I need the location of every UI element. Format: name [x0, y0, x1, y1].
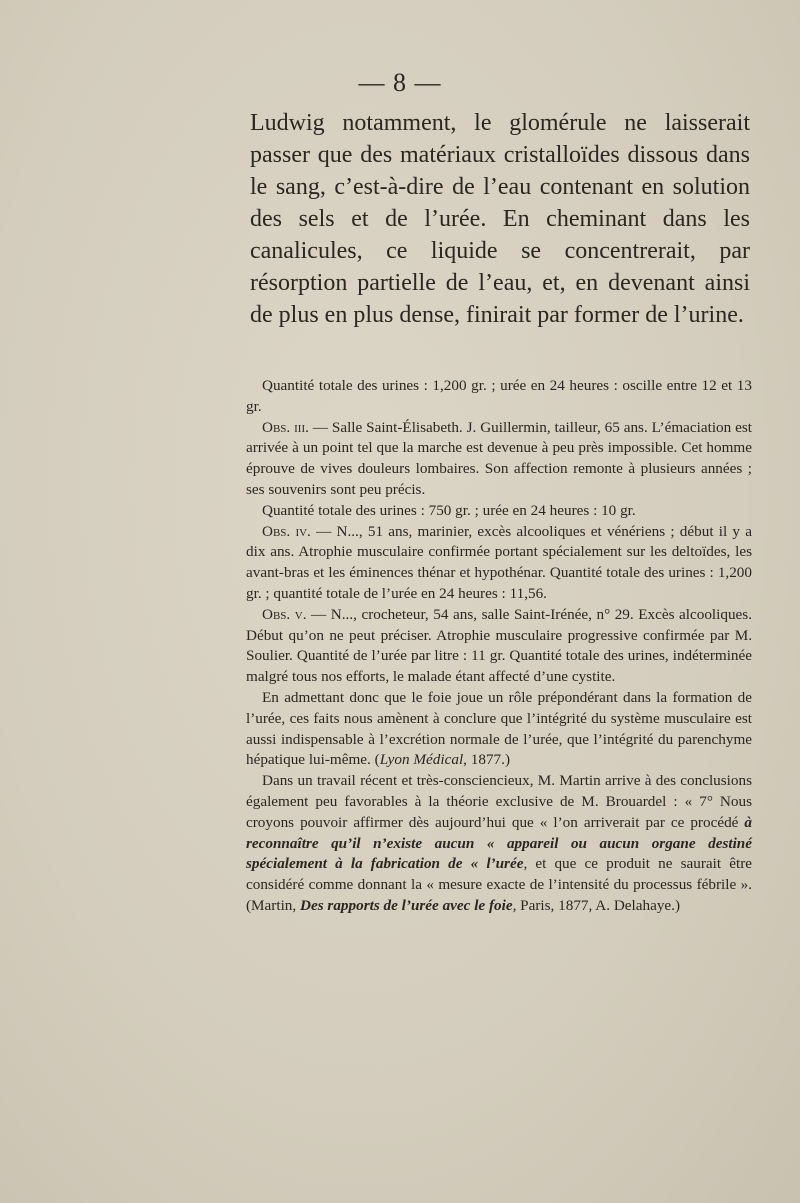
citation-journal: Lyon Médical [379, 751, 464, 769]
martin-text-b: , et que ce produit ne saurait être considéré comme donnant la « mesure exacte de l’intensité du processus fébrile ». (Martin, [246, 855, 752, 914]
observation-label: Obs. iii. [262, 418, 309, 436]
observation-4 [246, 522, 752, 605]
martin-quote-emphasis: à reconnaître qu’il n’existe aucun « appareil ou aucun organe destiné spécialement à la fabrication de « l’urée [246, 813, 752, 873]
paragraph-urine-quantity-1: Quantité totale des urines : 1,200 gr. ; urée en 24 heures : oscille entre 12 et 13 gr. [246, 377, 752, 415]
paragraph-martin [246, 771, 752, 917]
observation-text: — Salle Saint-Élisabeth. J. Guillermin, tailleur, 65 ans. L’émaciation est arrivée à un point tel que la marche est devenue à peu près impossible. Cet homme éprouve de vives douleurs lombaires. Son affection remonte à plusieurs années ; ses souvenirs sont peu précis. [246, 418, 752, 498]
paragraph-urine-quantity-2: Quantité totale des urines : 750 gr. ; urée en 24 heures : 10 gr. [262, 501, 636, 519]
observation-label: Obs. iv. [262, 522, 311, 540]
observation-3 [246, 418, 752, 501]
martin-work-title: Des rapports de l’urée avec le foie [300, 896, 513, 914]
lead-paragraph: Ludwig notamment, le glomérule ne laisserait passer que des matériaux cristalloïdes dissous dans le sang, c’est-à-dire de l’eau contenant en solution des sels et de l’urée. En cheminant dans les canalicules, ce liquide se concentrerait, par résorption partielle de l’eau, et, en devenant ainsi de plus en plus dense, finirait par former de l’urine. [250, 110, 750, 328]
page-number: — 8 — [358, 68, 442, 97]
martin-citation-tail: , Paris, 1877, A. Delahaye.) [512, 896, 681, 914]
lead-paragraph-block [250, 107, 750, 331]
paragraph-conclusion [246, 688, 752, 771]
observation-text: — N..., 51 ans, marinier, excès alcooliques et vénériens ; début il y a dix ans. Atrophie musculaire confirmée portant spécialement sur les deltoïdes, les avant-bras et les éminences thénar et hypothénar. Quantité totale des urines : 1,200 gr. ; quantité totale de l’urée en 24 heures : 11,56. [246, 522, 752, 602]
observations-block [246, 376, 752, 917]
observation-text: — N..., crocheteur, 54 ans, salle Saint-Irénée, n° 29. Excès alcooliques. Début qu’on ne peut préciser. Atrophie musculaire progressive confirmée par M. Soulier. Quantité de l’urée par litre : 11 gr. Quantité totale des urines, indéterminée malgré tous nos efforts, le malade étant affecté d’une cystite. [246, 605, 752, 686]
observation-5 [246, 605, 752, 688]
observation-label: Obs. v. [262, 605, 307, 623]
martin-text-a: Dans un travail récent et très-consciencieux, M. Martin arrive à des conclusions également peu favorables à la théorie exclusive de M. Brouardel : « 7° Nous croyons pouvoir affirmer dès aujourd’hui que « l’on arriverait par ce procédé [246, 772, 752, 831]
citation-tail: , 1877.) [463, 751, 510, 769]
conclusion-text: En admettant donc que le foie joue un rôle prépondérant dans la formation de l’urée, ces faits nous amènent à conclure que l’intégrité du système musculaire est aussi indispensable à l’excrétion normale de l’urée, que l’intégrité du parenchyme hépatique lui-même. ( [246, 688, 752, 769]
